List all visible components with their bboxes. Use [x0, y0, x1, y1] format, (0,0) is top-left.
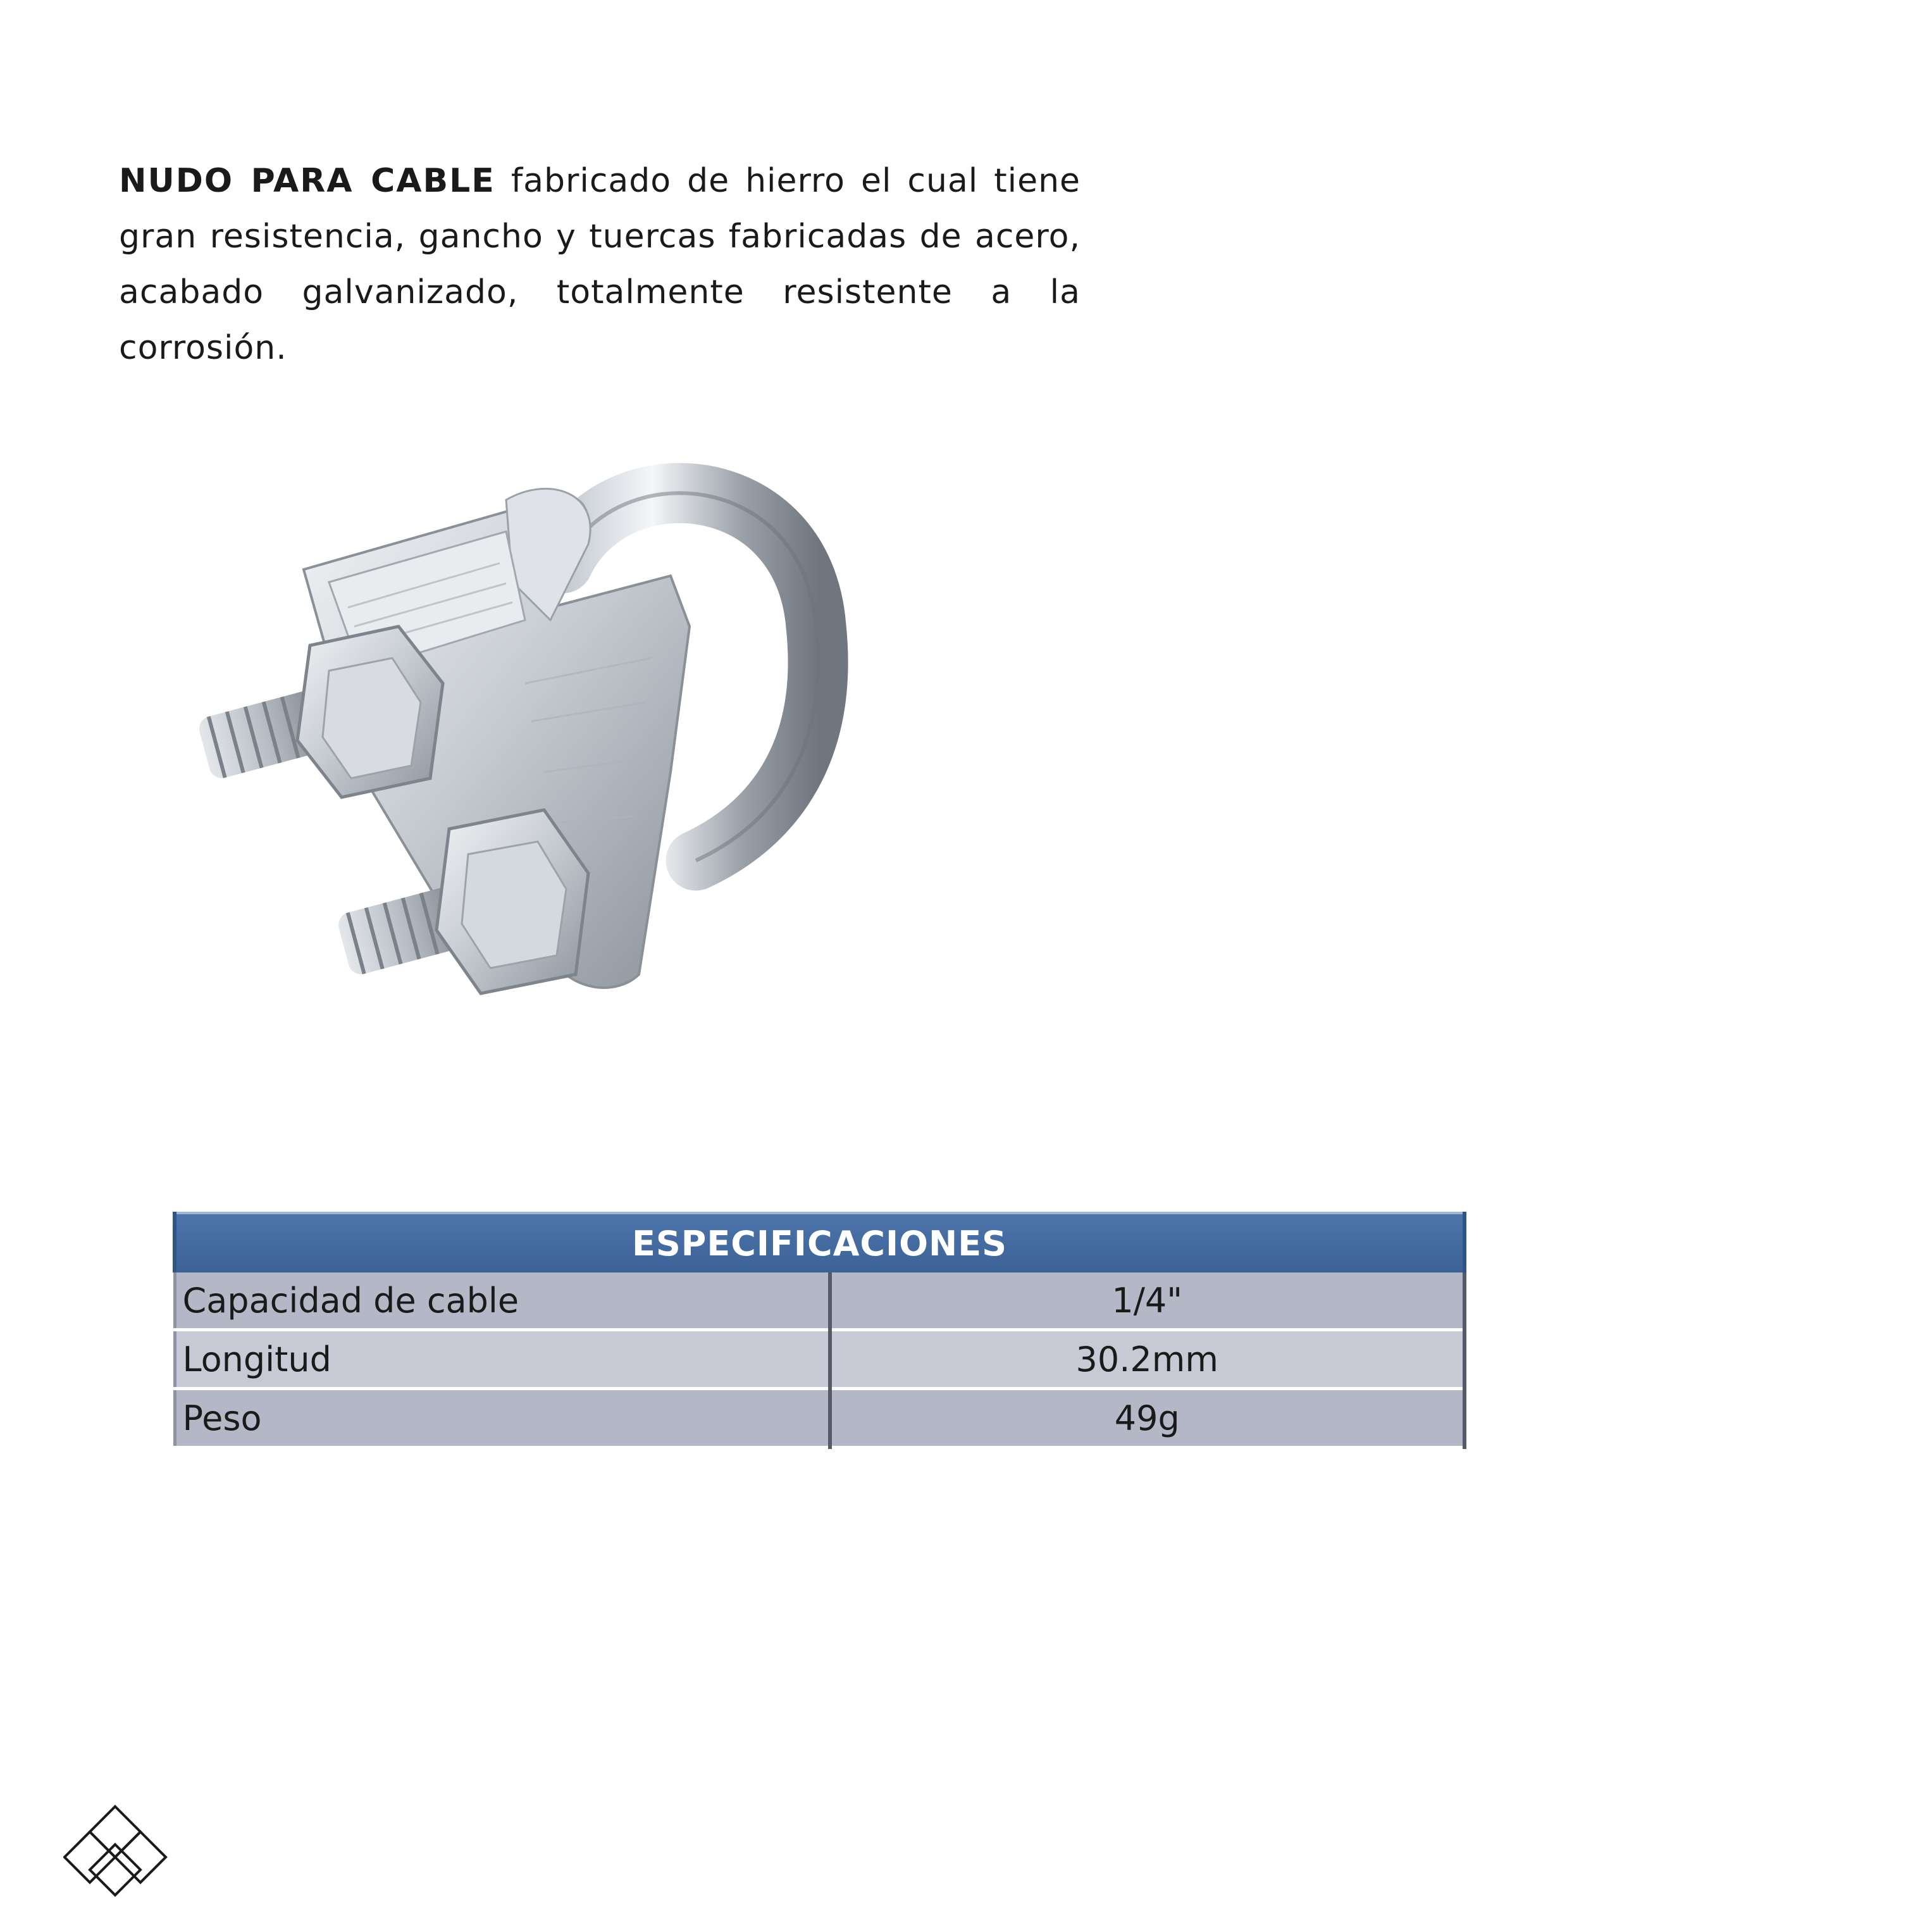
spec-label: Capacidad de cable	[175, 1272, 830, 1330]
table-title: ESPECIFICACIONES	[175, 1213, 1464, 1272]
specifications-table	[173, 1212, 1466, 1449]
table-row	[175, 1330, 1464, 1389]
spec-value: 49g	[830, 1389, 1465, 1448]
product-photo	[171, 418, 873, 1050]
table-row	[175, 1389, 1464, 1448]
table-header-row	[175, 1213, 1464, 1272]
spec-label: Peso	[175, 1389, 830, 1448]
spec-value: 30.2mm	[830, 1330, 1465, 1389]
product-name: NUDO PARA CABLE	[119, 162, 495, 200]
spec-value: 1/4"	[830, 1272, 1465, 1330]
product-description-text: fabricado de hierro el cual tiene gran resistencia, gancho y tuercas fabricadas de acero, acabado galvanizado, totalmente resistente a la corrosión.	[119, 162, 1081, 367]
interlocking-diamonds-icon	[63, 1803, 168, 1898]
spec-label: Longitud	[175, 1330, 830, 1389]
product-description	[119, 153, 1081, 376]
table-row	[175, 1272, 1464, 1330]
